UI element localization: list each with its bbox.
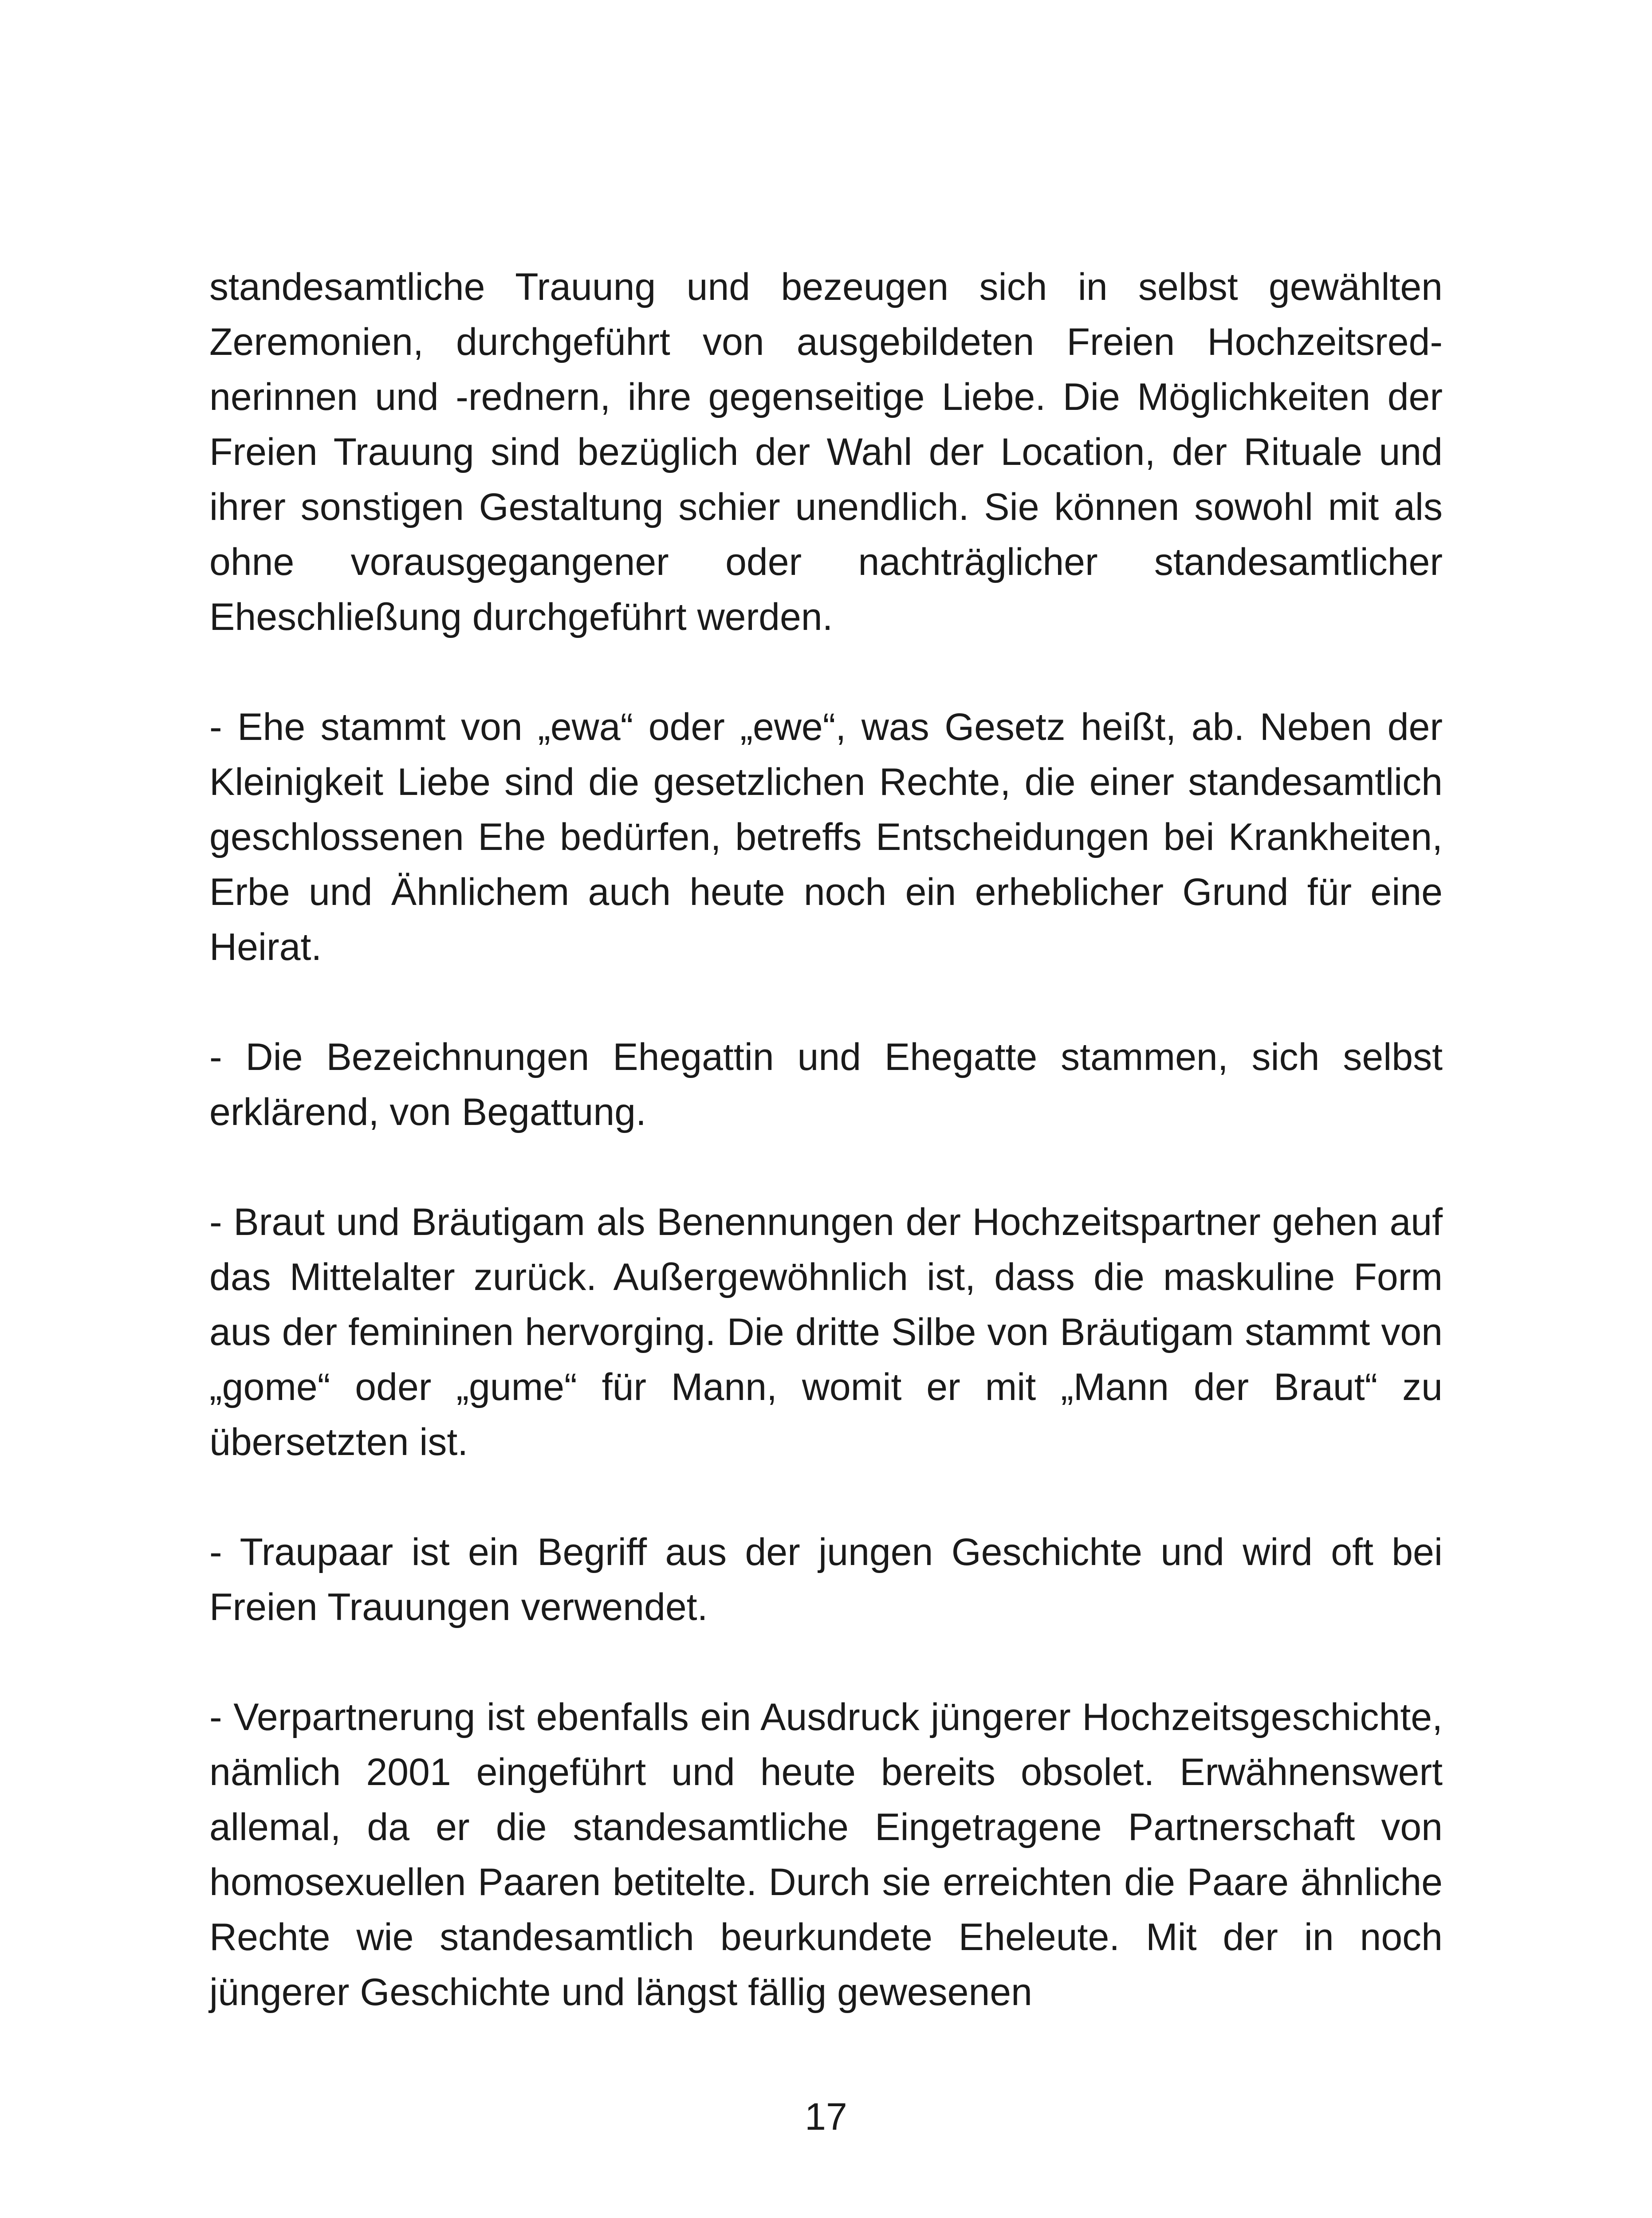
paragraph-4: - Braut und Bräutigam als Benennungen der Hochzeitspartner gehen auf das Mittelalter zurück. Außergewöhnlich ist, dass die maskuline Form aus der femininen hervorging. Die dritte Silbe von Bräutigam stammt von „gome“ oder „gume“ für Mann, womit er mit „Mann der Braut“ zu übersetzten ist. [209,1201,1443,1463]
body-text [209,260,1443,2020]
page-number: 17 [805,2096,847,2138]
paragraph-2: - Ehe stammt von „ewa“ oder „ewe“, was Gesetz heißt, ab. Neben der Kleinigkeit Liebe sind die gesetzlichen Rechte, die einer standesamtlich geschlossenen Ehe bedürfen, betreffs Entscheidungen bei Krankheiten, Erbe und Ähnlichem auch heute noch ein erheblicher Grund für eine Heirat. [209,706,1443,968]
paragraph-6: - Verpartnerung ist ebenfalls ein Ausdruck jüngerer Hochzeitsgeschichte, nämlich 2001 eingeführt und heute bereits obsolet. Erwähnenswert allemal, da er die standesamtliche Eingetragene Partnerschaft von homosexuellen Paaren betitelte. Durch sie erreichten die Paare ähnliche Rechte wie standesamtlich beurkundete Eheleute. Mit der in noch jüngerer Geschichte und längst fällig gewesenen [209,1696,1443,2014]
paragraph-3: - Die Bezeichnungen Ehegattin und Ehegatte stammen, sich selbst erklärend, von Begattung. [209,1036,1443,1133]
paragraph-1: standesamtliche Trauung und bezeugen sich in selbst gewählten Zeremonien, durchgeführt von ausgebildeten Freien Hochzeitsrednerinnen und -rednern, ihre gegenseitige Liebe. Die Möglichkeiten der Freien Trauung sind bezüglich der Wahl der Location, der Rituale und ihrer sonstigen Gestaltung schier unendlich. Sie können sowohl mit als ohne vorausgegangener oder nachträglicher standesamtlicher Eheschließung durchgeführt werden. [209,266,1443,638]
paragraph-5: - Traupaar ist ein Begriff aus der jungen Geschichte und wird oft bei Freien Trauungen verwendet. [209,1531,1443,1628]
